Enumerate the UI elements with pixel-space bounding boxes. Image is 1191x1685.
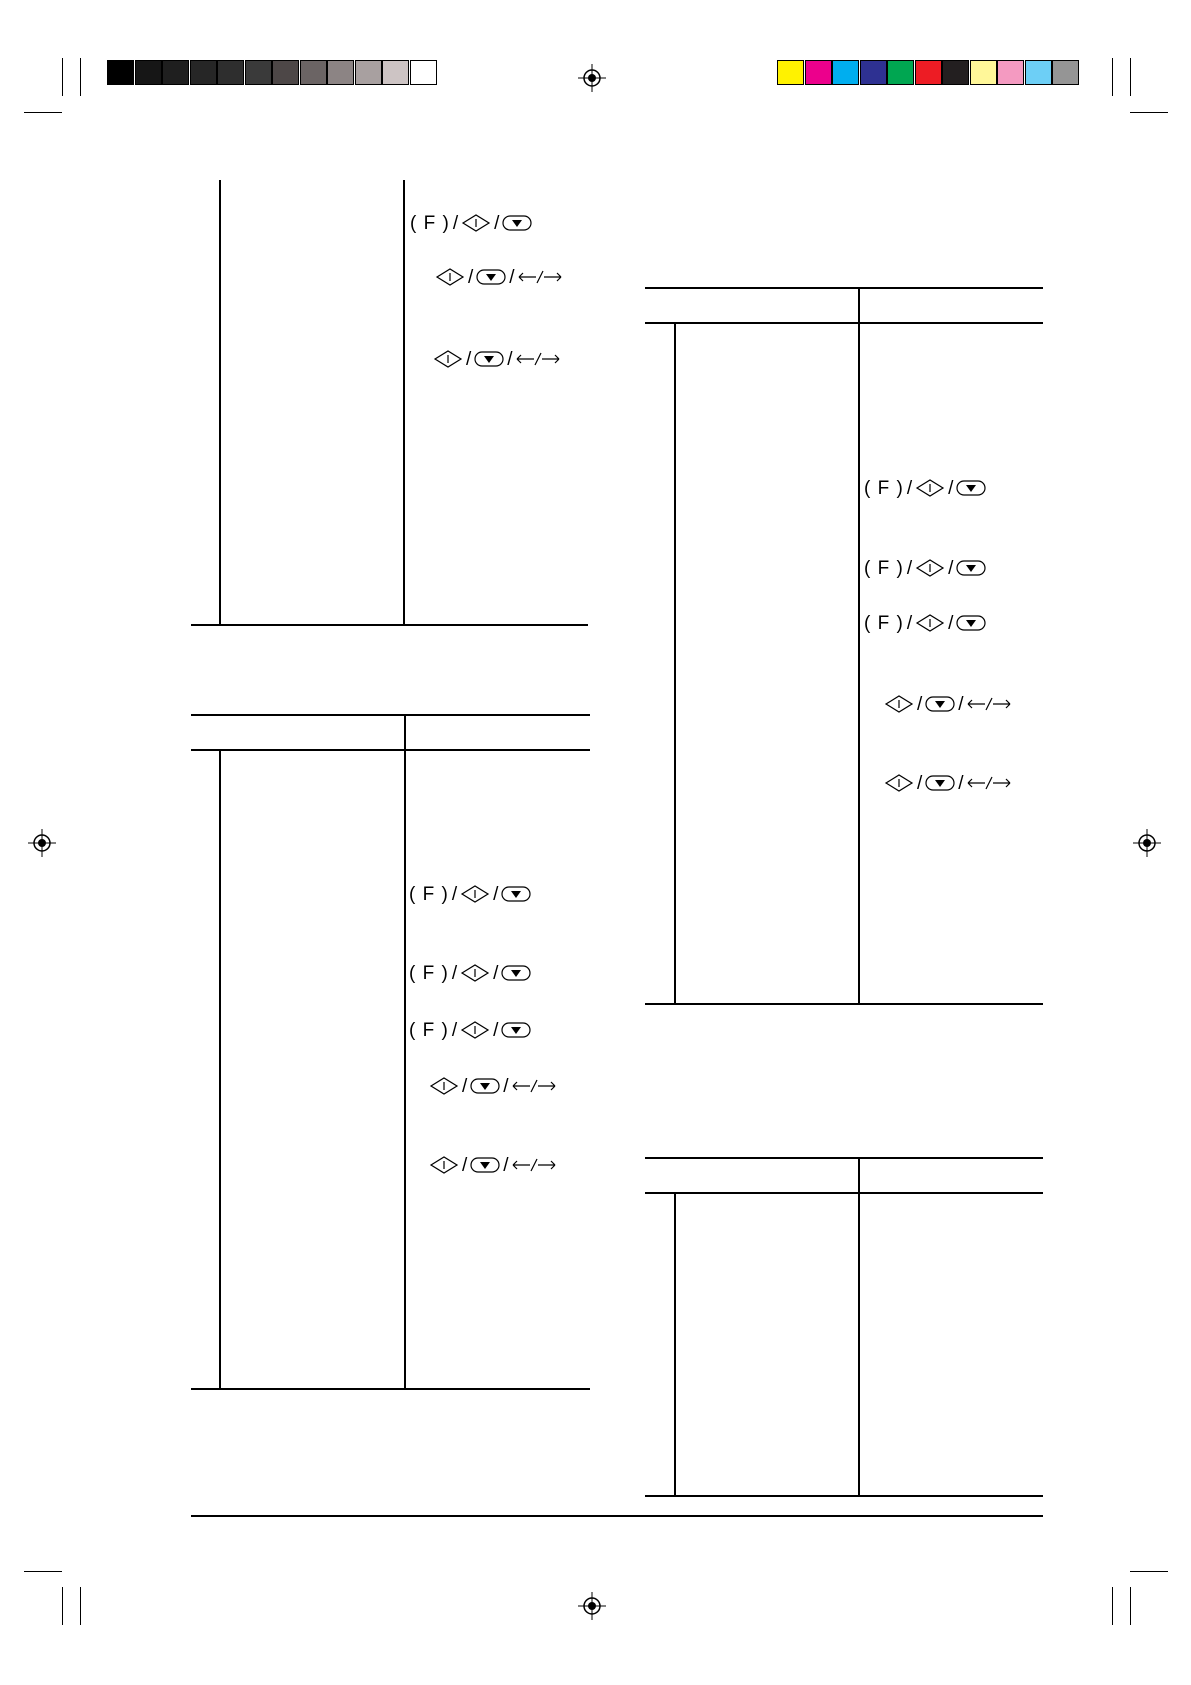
separator: / [451, 962, 458, 984]
table-top-rule [645, 1157, 1043, 1159]
column-divider [219, 180, 221, 625]
crop-mark [1130, 112, 1168, 113]
table-top-rule [645, 287, 1043, 289]
separator: / [948, 612, 954, 634]
grayscale-swatch [300, 60, 327, 85]
down-arrow-key-icon [470, 1077, 500, 1095]
color-swatch [970, 60, 997, 85]
separator: / [507, 348, 513, 370]
separator: / [462, 1075, 468, 1097]
separator: / [509, 266, 515, 288]
table-bottom-rule [191, 1388, 590, 1390]
key-sequence-function-up-down [864, 611, 986, 635]
header-divider [858, 1157, 860, 1193]
separator: / [906, 557, 913, 579]
separator: / [451, 1019, 458, 1041]
column-divider [219, 750, 221, 1389]
up-arrow-key-icon [435, 268, 465, 286]
crosshair-registration-icon [28, 829, 56, 857]
up-arrow-key-icon [915, 559, 945, 577]
crop-mark [80, 58, 81, 96]
key-sequence-function-up-down [864, 476, 986, 500]
column-divider [404, 750, 406, 1389]
crop-mark [62, 1587, 63, 1625]
separator: / [503, 1075, 509, 1097]
up-arrow-key-icon [915, 479, 945, 497]
separator: / [958, 772, 964, 794]
separator: / [503, 1154, 509, 1176]
color-swatch [805, 60, 832, 85]
separator: / [462, 1154, 468, 1176]
table-bottom-rule [645, 1003, 1043, 1005]
down-arrow-key-icon [501, 1021, 531, 1039]
separator: / [948, 557, 954, 579]
color-swatch [777, 60, 804, 85]
grayscale-swatch [162, 60, 189, 85]
separator: / [494, 212, 500, 234]
left-right-arrow-icon [967, 774, 1011, 792]
function-key-label: ( F ) [864, 557, 904, 579]
header-divider [858, 287, 860, 323]
key-sequence-up-down-left-right [884, 771, 1011, 795]
left-right-arrow-icon [512, 1156, 556, 1174]
header-divider [404, 714, 406, 750]
function-key-label: ( F ) [409, 883, 449, 905]
separator: / [493, 883, 499, 905]
separator: / [493, 962, 499, 984]
color-swatch [942, 60, 969, 85]
color-swatch [997, 60, 1024, 85]
down-arrow-key-icon [956, 614, 986, 632]
up-arrow-key-icon [433, 350, 463, 368]
up-arrow-key-icon [429, 1156, 459, 1174]
crop-mark [1112, 58, 1113, 96]
crop-mark [24, 112, 62, 113]
up-arrow-key-icon [460, 885, 490, 903]
crop-mark [80, 1587, 81, 1625]
grayscale-swatch [135, 60, 162, 85]
column-divider [858, 1193, 860, 1496]
up-arrow-key-icon [429, 1077, 459, 1095]
down-arrow-key-icon [956, 479, 986, 497]
color-swatch [1052, 60, 1079, 85]
table-top-rule [191, 714, 590, 716]
crop-mark [1130, 1587, 1131, 1625]
color-swatch [832, 60, 859, 85]
separator: / [958, 693, 964, 715]
grayscale-swatch [107, 60, 134, 85]
up-arrow-key-icon [461, 214, 491, 232]
key-sequence-function-up-down [409, 1018, 531, 1042]
column-divider [674, 1193, 676, 1496]
separator: / [906, 477, 913, 499]
separator: / [917, 772, 923, 794]
down-arrow-key-icon [470, 1156, 500, 1174]
grayscale-swatch [410, 60, 437, 85]
table-header-rule [645, 1192, 1043, 1194]
crop-mark [1130, 1571, 1168, 1572]
key-sequence-up-down-left-right [429, 1074, 556, 1098]
up-arrow-key-icon [915, 614, 945, 632]
key-sequence-function-up-down [410, 211, 532, 235]
crosshair-registration-icon [578, 1592, 606, 1620]
separator: / [452, 212, 459, 234]
separator: / [451, 883, 458, 905]
down-arrow-key-icon [501, 885, 531, 903]
down-arrow-key-icon [476, 268, 506, 286]
color-swatch [915, 60, 942, 85]
key-sequence-up-down-left-right [429, 1153, 556, 1177]
column-divider [403, 180, 405, 625]
grayscale-swatch [190, 60, 217, 85]
key-sequence-function-up-down [409, 961, 531, 985]
crop-mark [1112, 1587, 1113, 1625]
color-swatch [860, 60, 887, 85]
function-key-label: ( F ) [410, 212, 450, 234]
down-arrow-key-icon [502, 214, 532, 232]
left-right-arrow-icon [967, 695, 1011, 713]
grayscale-swatch [327, 60, 354, 85]
separator: / [493, 1019, 499, 1041]
grayscale-swatch [382, 60, 409, 85]
function-key-label: ( F ) [864, 477, 904, 499]
grayscale-swatch [245, 60, 272, 85]
left-right-arrow-icon [518, 268, 562, 286]
crosshair-registration-icon [578, 64, 606, 92]
color-swatch [887, 60, 914, 85]
key-sequence-up-down-left-right [884, 692, 1011, 716]
separator: / [466, 348, 472, 370]
separator: / [906, 612, 913, 634]
column-divider [858, 323, 860, 1004]
crosshair-registration-icon [1133, 829, 1161, 857]
separator: / [948, 477, 954, 499]
down-arrow-key-icon [501, 964, 531, 982]
grayscale-swatch [355, 60, 382, 85]
crop-mark [62, 58, 63, 96]
function-key-label: ( F ) [409, 962, 449, 984]
left-right-arrow-icon [516, 350, 560, 368]
up-arrow-key-icon [884, 695, 914, 713]
table-bottom-rule [191, 624, 588, 626]
down-arrow-key-icon [956, 559, 986, 577]
table-bottom-rule [645, 1495, 1043, 1497]
grayscale-swatch [272, 60, 299, 85]
function-key-label: ( F ) [864, 612, 904, 634]
crop-mark [24, 1571, 62, 1572]
table-header-rule [645, 322, 1043, 324]
color-swatch [1025, 60, 1052, 85]
page-footer-rule [191, 1515, 1043, 1517]
down-arrow-key-icon [925, 695, 955, 713]
separator: / [917, 693, 923, 715]
column-divider [674, 323, 676, 1004]
key-sequence-function-up-down [409, 882, 531, 906]
key-sequence-up-down-left-right [435, 265, 562, 289]
up-arrow-key-icon [460, 964, 490, 982]
down-arrow-key-icon [474, 350, 504, 368]
left-right-arrow-icon [512, 1077, 556, 1095]
down-arrow-key-icon [925, 774, 955, 792]
key-sequence-up-down-left-right [433, 347, 560, 371]
crop-mark [1130, 58, 1131, 96]
up-arrow-key-icon [884, 774, 914, 792]
key-sequence-function-up-down [864, 556, 986, 580]
up-arrow-key-icon [460, 1021, 490, 1039]
table-header-rule [191, 749, 590, 751]
separator: / [468, 266, 474, 288]
function-key-label: ( F ) [409, 1019, 449, 1041]
grayscale-swatch [217, 60, 244, 85]
